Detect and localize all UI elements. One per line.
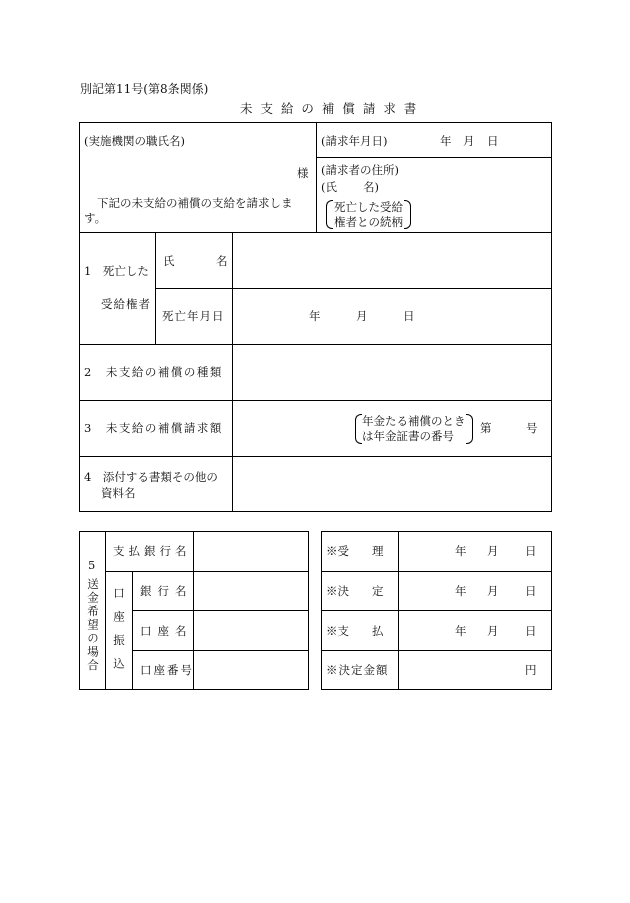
deceased-name-label-a: 氏 bbox=[163, 254, 175, 268]
account-transfer-label: 口座振込 bbox=[112, 587, 126, 681]
certificate-number-prefix: 第 bbox=[480, 421, 492, 435]
pension-line2: は年金証書の番号 bbox=[362, 429, 454, 443]
pension-line1: 年金たる補償のとき bbox=[362, 414, 466, 428]
office-receipt-label: ※受 理 bbox=[326, 544, 384, 558]
office-payment-year: 年 bbox=[455, 624, 467, 638]
office-payment-label: ※支 払 bbox=[326, 624, 384, 638]
request-date-label: (請求年月日) bbox=[321, 134, 388, 148]
request-text-line2: す。 bbox=[84, 211, 107, 225]
remit-section-number: 5 bbox=[88, 558, 96, 572]
section1-label-line1: 1 死亡した bbox=[84, 264, 149, 278]
remit-vertical-label: 送金希望の場合 bbox=[86, 578, 100, 673]
death-date-label: 死亡年月日 bbox=[162, 309, 225, 323]
office-decision-day: 日 bbox=[525, 584, 537, 598]
office-decision-month: 月 bbox=[487, 584, 499, 598]
office-payment-month: 月 bbox=[487, 624, 499, 638]
relation-line1: 死亡した受給 bbox=[334, 200, 403, 214]
office-amount-label: ※決定金額 bbox=[326, 663, 389, 677]
office-receipt-month: 月 bbox=[487, 544, 499, 558]
office-receipt-year: 年 bbox=[455, 544, 467, 558]
office-amount-yen: 円 bbox=[525, 663, 537, 677]
paying-bank-label: 支払銀行名 bbox=[113, 544, 191, 558]
request-date-year: 年 bbox=[440, 134, 452, 148]
section1-label-line2: 受給権者 bbox=[101, 297, 151, 311]
death-date-month: 月 bbox=[356, 309, 368, 323]
office-decision-label: ※決 定 bbox=[326, 584, 384, 598]
section2-label: 2 未支給の補償の種類 bbox=[84, 365, 223, 379]
deceased-name-label-b: 名 bbox=[216, 254, 228, 268]
name-label-close: 名) bbox=[363, 180, 379, 194]
relation-line2: 権者との続柄 bbox=[334, 215, 403, 229]
account-name-label: 口座名 bbox=[140, 624, 193, 638]
name-label-open: (氏 bbox=[321, 180, 337, 194]
office-receipt-day: 日 bbox=[525, 544, 537, 558]
office-decision-year: 年 bbox=[455, 584, 467, 598]
form-number: 別記第11号(第8条関係) bbox=[80, 82, 209, 96]
honorific: 様 bbox=[297, 166, 309, 180]
office-payment-day: 日 bbox=[525, 624, 537, 638]
section4-label-line2: 資料名 bbox=[101, 486, 136, 500]
section4-label-line1: 4 添付する書類その他の bbox=[84, 470, 218, 484]
certificate-number-suffix: 号 bbox=[526, 421, 538, 435]
address-label: (請求者の住所) bbox=[321, 163, 399, 177]
death-date-day: 日 bbox=[403, 309, 415, 323]
request-date-day: 日 bbox=[487, 134, 499, 148]
account-number-label: 口座番号 bbox=[140, 663, 194, 677]
request-date-month: 月 bbox=[463, 134, 475, 148]
section3-label: 3 未支給の補償請求額 bbox=[84, 421, 223, 435]
bank-name-label: 銀行名 bbox=[140, 584, 193, 598]
death-date-year: 年 bbox=[309, 309, 321, 323]
form-title: 未 支 給 の 補 償 請 求 書 bbox=[240, 101, 419, 116]
request-text-line1: 下記の未支給の補償の支給を請求しま bbox=[97, 196, 293, 210]
agency-label: (実施機関の職氏名) bbox=[84, 134, 185, 148]
